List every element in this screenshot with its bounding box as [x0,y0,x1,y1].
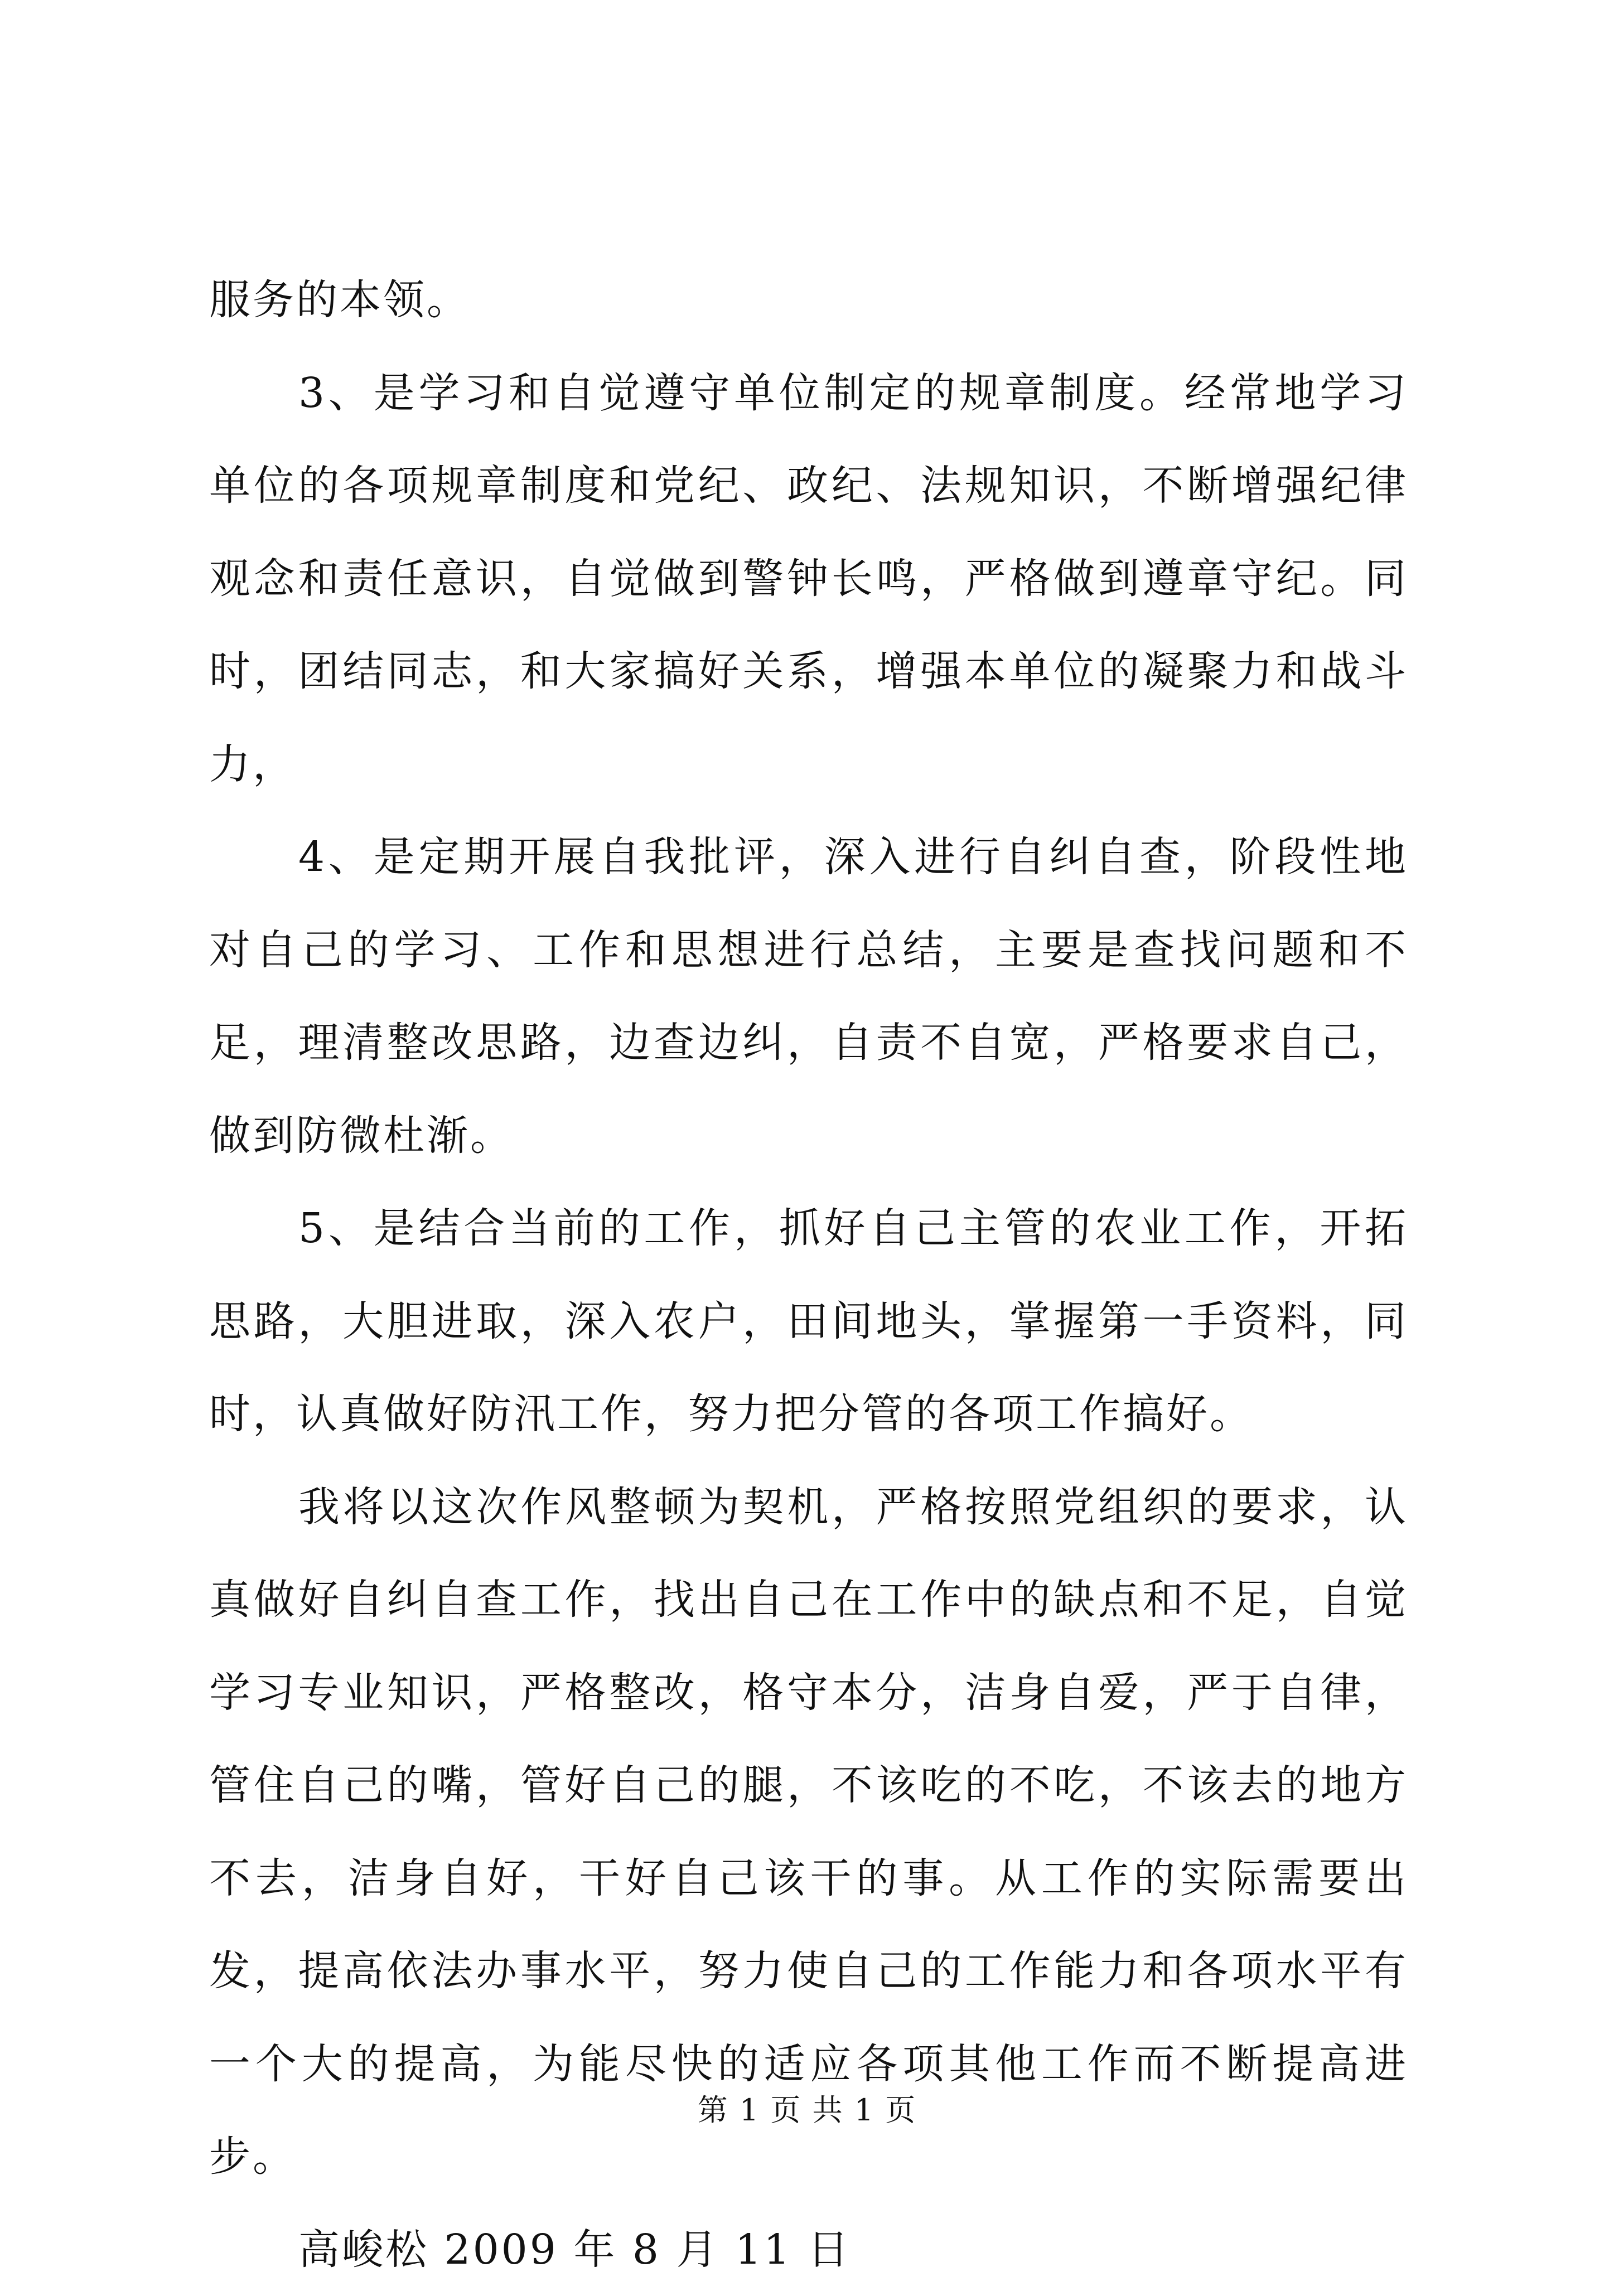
signature-date-line: 高峻松 2009 年 8 月 11 日 [209,2203,1408,2296]
paragraph-item-5: 5、是结合当前的工作，抓好自己主管的农业工作，开拓思路，大胆进取，深入农户，田间地头，掌握第一手资料，同时，认真做好防汛工作，努力把分管的各项工作搞好。 [209,1182,1408,1461]
document-body [209,254,1408,2296]
paragraph-continuation: 服务的本领。 [209,254,1408,347]
page-number-footer: 第 1 页 共 1 页 [0,2091,1614,2130]
paragraph-item-4: 4、是定期开展自我批评，深入进行自纠自查，阶段性地对自己的学习、工作和思想进行总结，主要是查找问题和不足，理清整改思路，边查边纠，自责不自宽，严格要求自己，做到防微杜渐。 [209,811,1408,1182]
paragraph-conclusion: 我将以这次作风整顿为契机，严格按照党组织的要求，认真做好自纠自查工作，找出自己在工作中的缺点和不足，自觉学习专业知识，严格整改，格守本分，洁身自爱，严于自律，管住自己的嘴，管好自己的腿，不该吃的不吃，不该去的地方不去，洁身自好，干好自己该干的事。从工作的实际需要出发，提高依法办事水平，努力使自己的工作能力和各项水平有一个大的提高，为能尽快的适应各项其他工作而不断提高进步。 [209,1461,1408,2203]
paragraph-item-3: 3、是学习和自觉遵守单位制定的规章制度。经常地学习单位的各项规章制度和党纪、政纪、法规知识，不断增强纪律观念和责任意识，自觉做到警钟长鸣，严格做到遵章守纪。同时，团结同志，和大家搞好关系，增强本单位的凝聚力和战斗力， [209,347,1408,811]
